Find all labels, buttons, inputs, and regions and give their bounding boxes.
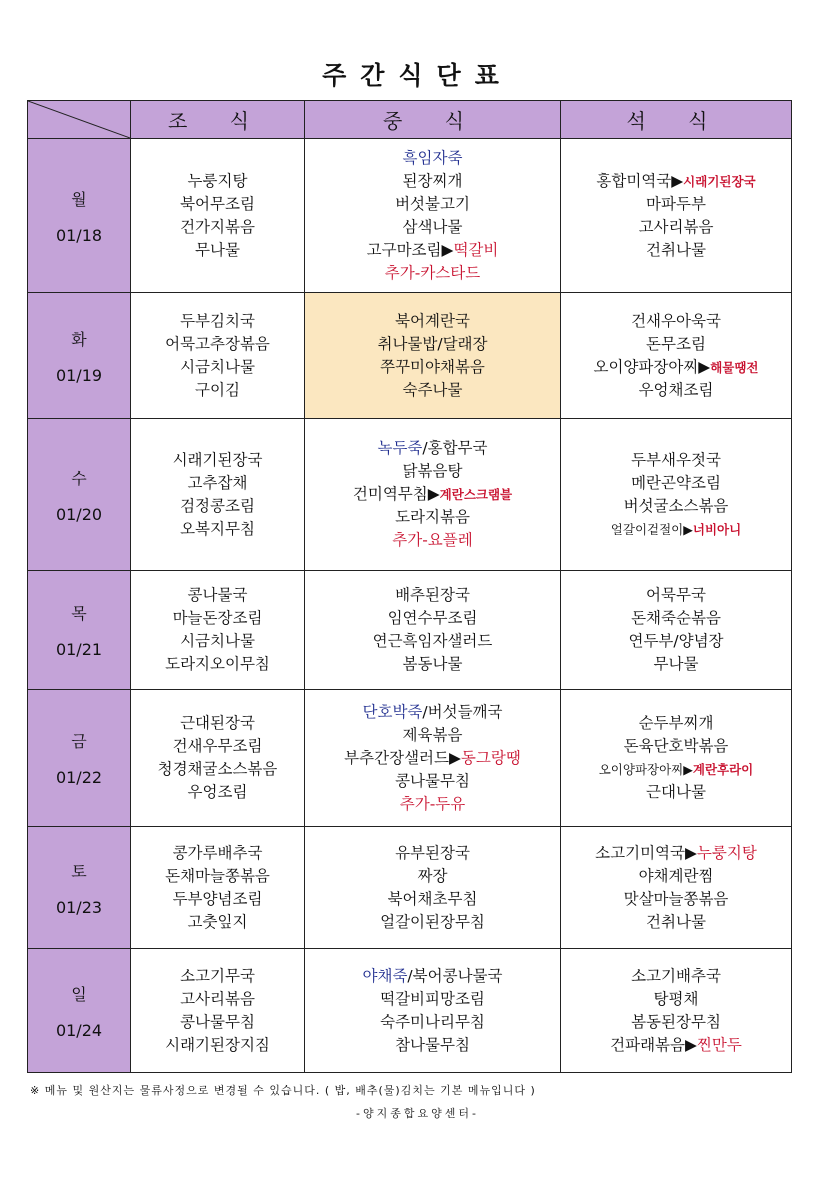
- day-date: 01/19: [55, 365, 103, 385]
- dish: 건취나물: [646, 912, 706, 931]
- dish: 도라지오이무침: [165, 655, 270, 673]
- dish: 맛살마늘쫑볶음: [623, 889, 729, 908]
- dish: 두부김치국: [180, 311, 255, 330]
- dish: 돈무조림: [646, 334, 706, 353]
- dish: 두부양념조림: [172, 889, 263, 908]
- substitute-dish: [305, 483, 560, 506]
- dish: 임연수무조림: [387, 609, 478, 627]
- lunch-header: 중 식: [305, 101, 561, 139]
- lunch-cell: [305, 949, 561, 1073]
- dish: 시금치나물: [180, 632, 255, 650]
- dish: 검정콩조림: [180, 496, 255, 515]
- dish: 콩나물무침: [395, 771, 470, 790]
- dish: 돈채죽순볶음: [631, 609, 721, 627]
- dish: 돈육단호박볶음: [623, 737, 729, 755]
- substitute-dish: [305, 747, 560, 770]
- dish: 참나물무침: [395, 1035, 470, 1054]
- day-row-tue: [28, 293, 792, 419]
- dinner-header: 석 식: [561, 101, 792, 139]
- menu-notice: ※ 메뉴 및 원산지는 물류사정으로 변경될 수 있습니다. ( 밥, 배추(물)김치는 기본 메뉴입니다 ): [30, 1084, 536, 1097]
- lunch-cell: [305, 571, 561, 690]
- dish: 닭볶음탕: [402, 462, 463, 480]
- day-name: 목: [71, 604, 87, 623]
- day-date: 01/23: [55, 897, 103, 917]
- dish: 북어채초무침: [387, 889, 478, 908]
- dinner-cell: [561, 949, 792, 1073]
- dinner-cell: [561, 139, 792, 293]
- dish: 콩나물무침: [180, 1012, 255, 1031]
- dish: 근대된장국: [180, 714, 255, 732]
- day-cell: [28, 419, 131, 571]
- breakfast-cell: [131, 571, 305, 690]
- soup-dish: [305, 437, 560, 460]
- dish-base: 얼갈이겉절이▶: [610, 521, 693, 537]
- dish-base: 오이양파장아찌▶: [598, 762, 693, 777]
- substitute-dish: [561, 518, 791, 541]
- day-cell: [28, 293, 131, 419]
- dish-alternative: 동그랑땡: [460, 748, 521, 767]
- breakfast-cell: [131, 949, 305, 1073]
- breakfast-cell: [131, 293, 305, 419]
- dish: 구이김: [195, 380, 240, 399]
- soup-dish: [305, 701, 560, 724]
- day-date: 01/21: [55, 640, 103, 659]
- dish: 짜장: [417, 866, 448, 885]
- dish-base: 고구마조림▶: [366, 240, 454, 259]
- dinner-cell: [561, 690, 792, 827]
- dish-base: 오이양파장아찌▶: [593, 357, 711, 376]
- dish: 얼갈이된장무침: [380, 912, 485, 931]
- dish: 배추된장국: [395, 586, 470, 604]
- day-row-sun: [28, 949, 792, 1073]
- dish-alternative: 시래기된장국: [683, 173, 756, 189]
- dish-base: 건파래볶음▶: [610, 1035, 697, 1054]
- dish: 건새우무조림: [172, 737, 263, 755]
- corner-cell: [28, 101, 131, 139]
- day-cell: [28, 827, 131, 949]
- dish: 시래기된장지짐: [165, 1035, 270, 1054]
- day-row-thu: [28, 571, 792, 690]
- soup-name: /홍합무국: [422, 439, 488, 457]
- lunch-cell: [305, 690, 561, 827]
- porridge-dish: 녹두죽: [377, 439, 423, 457]
- breakfast-cell: [131, 419, 305, 571]
- lunch-cell-highlighted: [305, 293, 561, 419]
- dish: 야채계란찜: [638, 866, 714, 885]
- dish: 삼색나물: [402, 217, 463, 236]
- dish: 된장찌개: [402, 171, 463, 190]
- diagonal-line: [28, 101, 130, 138]
- dish: 숙주나물: [402, 380, 463, 399]
- dish: 북어무조림: [180, 194, 255, 213]
- dish: 쭈꾸미야채볶음: [380, 357, 485, 376]
- dish: 북어계란국: [395, 311, 470, 330]
- dish: 봄동된장무침: [631, 1012, 721, 1031]
- dish: 연근흑임자샐러드: [372, 632, 493, 650]
- dish: 두부새우젓국: [631, 450, 721, 469]
- dish: 콩가루배추국: [172, 843, 263, 862]
- dish-alternative: 떡갈비: [453, 240, 499, 259]
- dish: 건새우아욱국: [631, 311, 721, 330]
- dish: 우엉조림: [187, 783, 248, 801]
- dish: 소고기배추국: [631, 966, 721, 985]
- dish: 시금치나물: [180, 357, 255, 376]
- dish: 떡갈비피망조림: [380, 989, 485, 1008]
- dish: 우엉채조림: [638, 380, 714, 399]
- dish: 유부된장국: [395, 843, 470, 862]
- dish: 연두부/양념장: [628, 632, 724, 650]
- day-row-wed: [28, 419, 792, 571]
- dish-alternative: 찐만두: [696, 1035, 742, 1054]
- dish: 제육볶음: [402, 725, 463, 744]
- dish-alternative: 누룽지탕: [696, 843, 757, 862]
- substitute-dish: [561, 842, 791, 865]
- soup-name: /버섯들깨국: [422, 702, 503, 721]
- dish: 근대나물: [646, 783, 706, 801]
- dish: 고추잡채: [187, 473, 248, 492]
- day-row-mon: [28, 139, 792, 293]
- day-cell: [28, 949, 131, 1073]
- dish-alternative: 계란후라이: [692, 762, 754, 777]
- day-date: 01/22: [55, 768, 103, 787]
- dish: 고사리볶음: [638, 217, 714, 236]
- day-name: 토: [71, 861, 87, 881]
- extra-dish: 추가-요플레: [392, 531, 473, 549]
- breakfast-header: 조 식: [131, 101, 305, 139]
- dish: 누룽지탕: [187, 171, 248, 190]
- day-name: 화: [71, 329, 87, 349]
- facility-footer: -양지종합요양센터-: [356, 1107, 479, 1120]
- dish: 어묵무국: [646, 586, 706, 604]
- dish: 무나물: [195, 240, 240, 259]
- dish: 탕평채: [653, 989, 699, 1008]
- dish-base: 건미역무침▶: [352, 485, 440, 503]
- header-row: [28, 101, 792, 139]
- dish: 마파두부: [646, 194, 706, 213]
- substitute-dish: [561, 170, 791, 193]
- lunch-cell: [305, 419, 561, 571]
- dish-base: 소고기미역국▶: [595, 843, 697, 862]
- porridge-dish: 흑임자죽: [402, 148, 463, 167]
- dish-base: 홍합미역국▶: [596, 171, 684, 190]
- dish: 메란곤약조림: [631, 473, 721, 492]
- breakfast-cell: [131, 139, 305, 293]
- day-cell: [28, 139, 131, 293]
- dish-base: 부추간장샐러드▶: [344, 748, 461, 767]
- dish: 버섯굴소스볶음: [623, 496, 729, 515]
- dish: 건가지볶음: [180, 217, 255, 236]
- dish: 콩나물국: [187, 586, 248, 604]
- porridge-dish: 야채죽: [362, 966, 408, 985]
- dish: 어묵고추장볶음: [165, 334, 270, 353]
- dish-alternative: 계란스크램블: [439, 487, 513, 502]
- dish-alternative: 너비아니: [692, 521, 742, 537]
- dish: 취나물밥/달래장: [377, 334, 488, 353]
- breakfast-cell: [131, 827, 305, 949]
- page-title: 주간식단표: [322, 61, 513, 90]
- dinner-cell: [561, 419, 792, 571]
- lunch-cell: [305, 139, 561, 293]
- day-name: 일: [71, 984, 87, 1004]
- dinner-cell: [561, 293, 792, 419]
- dinner-cell: [561, 827, 792, 949]
- dish: 마늘돈장조림: [172, 609, 263, 627]
- dish: 순두부찌개: [638, 714, 714, 732]
- breakfast-cell: [131, 690, 305, 827]
- dish: 버섯불고기: [395, 194, 470, 213]
- extra-dish: 추가-두유: [399, 794, 466, 813]
- day-date: 01/18: [55, 225, 103, 245]
- dish: 시래기된장국: [172, 450, 263, 469]
- day-name: 월: [71, 189, 87, 209]
- substitute-dish: [561, 356, 791, 379]
- day-row-fri: [28, 690, 792, 827]
- extra-dish: 추가-카스타드: [384, 263, 481, 282]
- dish: 오복지무침: [180, 519, 255, 538]
- dish: 소고기무국: [180, 966, 255, 985]
- dish: 청경채굴소스볶음: [157, 760, 278, 778]
- dish: 숙주미나리무침: [380, 1012, 485, 1031]
- dish: 돈채마늘쫑볶음: [165, 866, 270, 885]
- day-name: 금: [71, 732, 87, 751]
- dish: 고사리볶음: [180, 989, 255, 1008]
- lunch-cell: [305, 827, 561, 949]
- dish-alternative: 해물땡전: [710, 359, 759, 375]
- day-cell: [28, 571, 131, 690]
- porridge-dish: 단호박죽: [362, 702, 423, 721]
- day-date: 01/24: [55, 1020, 103, 1040]
- soup-name: /북어콩나물국: [407, 966, 503, 985]
- dish: 봄동나물: [402, 655, 463, 673]
- substitute-dish: [561, 1034, 791, 1057]
- day-date: 01/20: [55, 504, 103, 524]
- substitute-dish: [305, 239, 560, 262]
- soup-dish: [305, 965, 560, 988]
- substitute-dish: [561, 758, 791, 781]
- dish: 무나물: [653, 655, 699, 673]
- dinner-cell: [561, 571, 792, 690]
- day-row-sat: [28, 827, 792, 949]
- dish: 고춧잎지: [187, 912, 248, 931]
- weekly-menu-table: [27, 100, 792, 1073]
- dish: 도라지볶음: [395, 508, 470, 526]
- day-cell: [28, 690, 131, 827]
- dish: 건취나물: [646, 240, 706, 259]
- day-name: 수: [71, 468, 87, 488]
